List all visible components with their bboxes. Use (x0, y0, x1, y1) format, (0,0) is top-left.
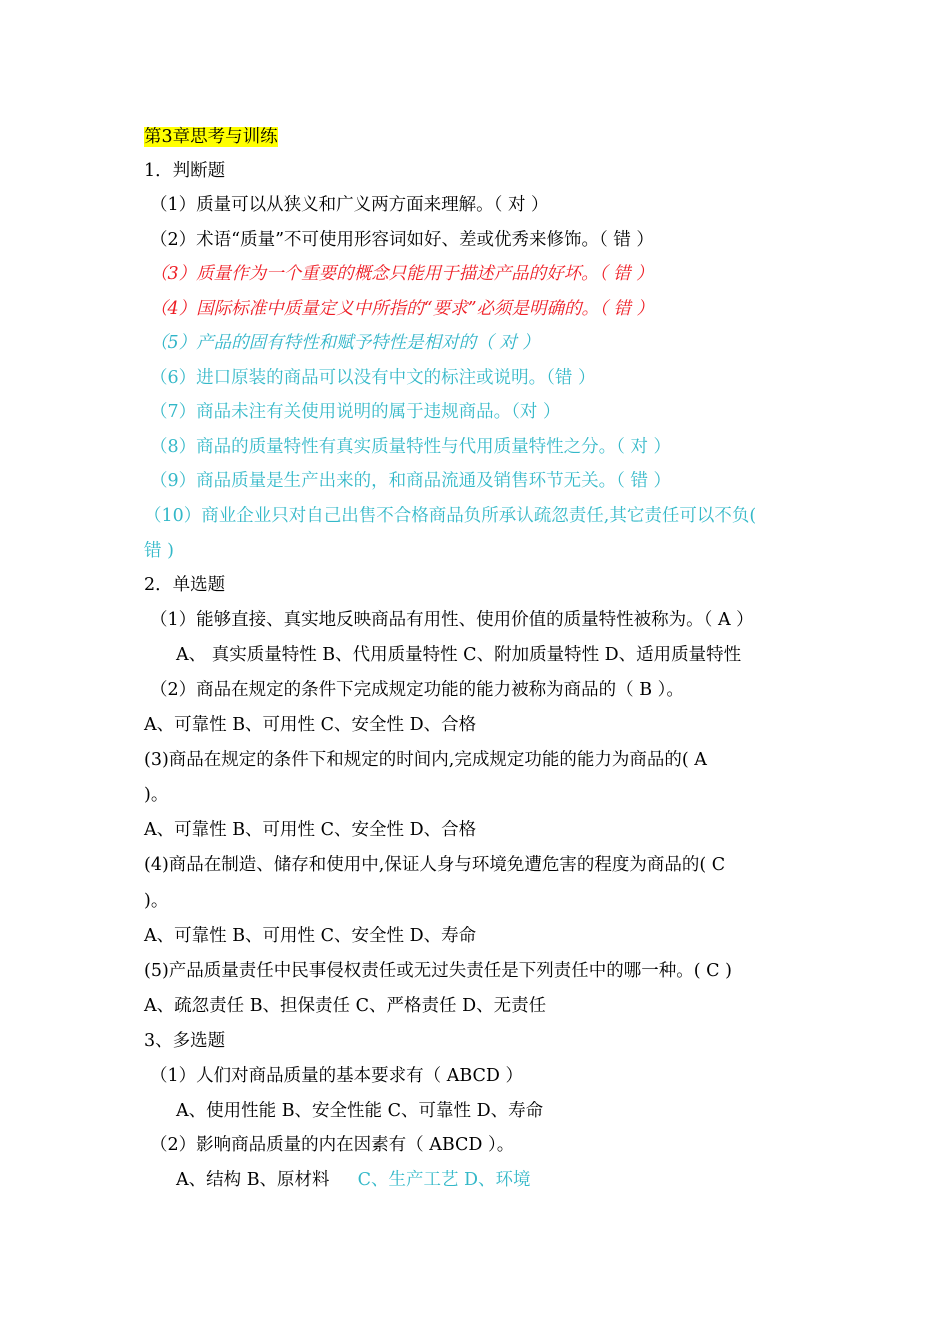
judge-item-3: （3）质量作为一个重要的概念只能用于描述产品的好坏。（ 错 ） (150, 264, 654, 284)
single-q5: (5)产品质量责任中民事侵权责任或无过失责任是下列责任中的哪一种。( C ) (144, 961, 732, 981)
single-q4-options: A、可靠性 B、可用性 C、安全性 D、寿命 (144, 926, 477, 946)
single-q2: （2）商品在规定的条件下完成规定功能的能力被称为商品的（ B ）。 (150, 680, 684, 700)
single-q1: （1）能够直接、真实地反映商品有用性、使用价值的质量特性被称为。（ A ） (150, 610, 754, 630)
single-q5-options: A、疏忽责任 B、担保责任 C、严格责任 D、无责任 (144, 996, 547, 1016)
single-q4: (4)商品在制造、储存和使用中,保证人身与环境免遭危害的程度为商品的( C (144, 855, 726, 875)
judge-heading: 1．判断题 (144, 161, 226, 181)
single-q3: (3)商品在规定的条件下和规定的时间内,完成规定功能的能力为商品的( A (144, 750, 707, 770)
judge-item-8: （8）商品的质量特性有真实质量特性与代用质量特性之分。（ 对 ） (150, 437, 672, 457)
multi-q1: （1）人们对商品质量的基本要求有（ ABCD ） (150, 1066, 524, 1086)
judge-item-9: （9）商品质量是生产出来的，和商品流通及销售环节无关。（ 错 ） (150, 471, 672, 491)
multi-q1-options: A、使用性能 B、安全性能 C、可靠性 D、寿命 (176, 1101, 544, 1121)
single-heading: 2．单选题 (144, 575, 226, 595)
multi-q2-options (176, 1168, 531, 1192)
judge-item-10-cont: 错 ) (144, 541, 174, 561)
multi-heading: 3、多选题 (144, 1031, 226, 1051)
single-q3-cont: )。 (144, 785, 169, 805)
multi-q2: （2）影响商品质量的内在因素有（ ABCD ）。 (150, 1135, 515, 1155)
judge-item-10: （10）商业企业只对自己出售不合格商品负所承认疏忽责任,其它责任可以不负( (144, 506, 757, 526)
judge-item-2: （2）术语“质量”不可使用形容词如好、差或优秀来修饰。（ 错 ） (150, 230, 654, 250)
chapter-title (144, 125, 278, 149)
single-q4-cont: )。 (144, 891, 169, 911)
judge-item-6: （6）进口原装的商品可以没有中文的标注或说明。（错 ） (150, 368, 596, 388)
judge-item-4: （4）国际标准中质量定义中所指的“要求”必须是明确的。（ 错 ） (150, 299, 654, 319)
judge-item-5: （5）产品的固有特性和赋予特性是相对的（ 对 ） (150, 333, 540, 353)
single-q3-options: A、可靠性 B、可用性 C、安全性 D、合格 (144, 820, 477, 840)
multi-q2-options-black: A、结构 B、原材料 (176, 1170, 330, 1190)
judge-item-7: （7）商品未注有关使用说明的属于违规商品。（对 ） (150, 402, 561, 422)
judge-item-1: （1）质量可以从狭义和广义两方面来理解。（ 对 ） (150, 195, 549, 215)
single-q1-options: A、 真实质量特性 B、代用质量特性 C、附加质量特性 D、适用质量特性 (176, 645, 742, 665)
multi-q2-options-cyan: C、生产工艺 D、环境 (357, 1170, 531, 1190)
single-q2-options: A、可靠性 B、可用性 C、安全性 D、合格 (144, 715, 477, 735)
highlighted-title: 第3章思考与训练 (144, 127, 278, 147)
